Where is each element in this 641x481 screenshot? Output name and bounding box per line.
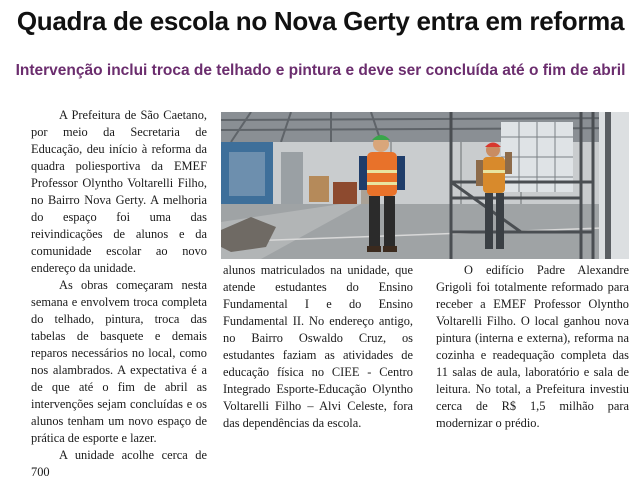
paragraph: O edifício Padre Alexandre Grigoli foi totalmente reformado para receber a EMEF Professor Olyntho Voltarelli Filho. O local ganhou nova pintura (interna e externa), reforma na cozinha e readequação completa das 11 salas de aula, laboratório e sala de leitura. No total, a Prefeitura investiu cerca de R$ 1,5 milhão para modernizar o prédio. bbox=[436, 263, 629, 430]
subheadline: Intervenção inclui troca de telhado e pintura e deve ser concluída até o fim de abril bbox=[15, 62, 626, 79]
paragraph: As obras começaram nesta semana e envolvem troca completa do telhado, pintura, troca das tabelas de basquete e demais reparos necessários no local, como nos alambrados. A expectativa é a de que até o fim de abril as intervenções sejam concluídas e os alunos tenham um novo espaço de prática de esporte e lazer. bbox=[31, 278, 207, 445]
headline: Quadra de escola no Nova Gerty entra em reforma bbox=[16, 6, 625, 36]
paragraph: alunos matriculados na unidade, que atende estudantes do Ensino Fundamental I e do Ensino Fundamental II. No endereço antigo, no Bairro Oswaldo Cruz, os estudantes faziam as atividades de educação física no CIEE - Centro Integrado Esporte-Educação Olyntho Voltarelli Filho – Alvi Celeste, fora das dependências da escola. bbox=[223, 263, 413, 430]
article-column-1 bbox=[31, 107, 207, 481]
article-column-3 bbox=[436, 262, 629, 432]
article-column-2 bbox=[223, 262, 413, 432]
paragraph: A Prefeitura de São Caetano, por meio da Secretaria de Educação, deu início à reforma da quadra poliesportiva da EMEF Professor Olyntho Voltarelli Filho, no Bairro Nova Gerty. A melhoria do espaço foi uma das reivindicações de alunos e da comunidade escolar ao novo endereço da unidade. bbox=[31, 108, 207, 275]
construction-photo bbox=[221, 112, 629, 259]
paragraph: A unidade acolhe cerca de 700 bbox=[31, 448, 207, 479]
